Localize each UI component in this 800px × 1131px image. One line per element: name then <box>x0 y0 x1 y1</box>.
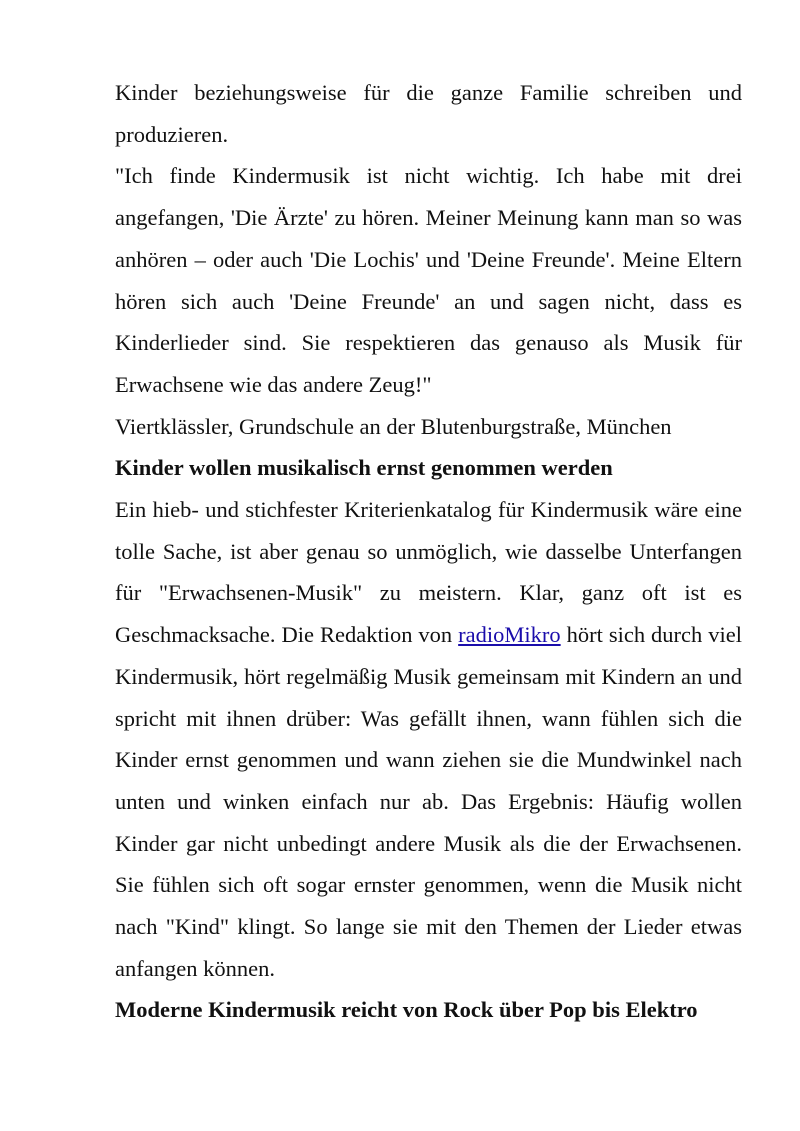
quote-paragraph: "Ich finde Kindermusik ist nicht wichtig. Ich habe mit drei angefangen, 'Die Ärzte' zu hören. Meiner Meinung kann man so was anhören – oder auch 'Die Lochis' und 'Deine Freunde'. Meine Eltern hören sich auch 'Deine Freunde' an und sagen nicht, dass es Kinderlieder sind. Sie respektieren das genauso als Musik für Erwachsene wie das andere Zeug!" <box>115 163 742 397</box>
section-heading-1: Kinder wollen musikalisch ernst genommen werden <box>115 455 613 481</box>
section-heading-2: Moderne Kindermusik reicht von Rock über Pop bis Elektro <box>115 997 698 1023</box>
radiomikro-link[interactable]: radioMikro <box>458 622 561 648</box>
paragraph-criteria-text-end: hört sich durch viel Kindermusik, hört regelmäßig Musik gemeinsam mit Kindern an und spricht mit ihnen drüber: Was gefällt ihnen, wann fühlen sich die Kinder ernst genommen und wann ziehen sie die Mundwinkel nach unten und winken einfach nur ab. Das Ergebnis: Häufig wollen Kinder gar nicht unbedingt andere Musik als die der Erwachsenen. Sie fühlen sich oft sogar ernster genommen, wenn die Musik nicht nach "Kind" klingt. So lange sie mit den Themen der Lieder etwas anfangen können. <box>115 622 742 981</box>
paragraph-intro: Kinder beziehungsweise für die ganze Familie schreiben und produzieren. <box>115 80 742 147</box>
paragraph-criteria-text-start: Ein hieb- und stichfester Kriterienkatalog für Kindermusik wäre eine tolle Sache, ist aber genau so unmöglich, wie dasselbe Unterfangen für "Erwachsenen-Musik" zu meistern. Klar, ganz oft ist es Geschmacksache. Die Redaktion von <box>115 497 742 648</box>
paragraph-criteria <box>115 489 742 989</box>
document-page <box>115 72 742 1031</box>
quote-attribution: Viertklässler, Grundschule an der Blutenburgstraße, München <box>115 413 672 439</box>
